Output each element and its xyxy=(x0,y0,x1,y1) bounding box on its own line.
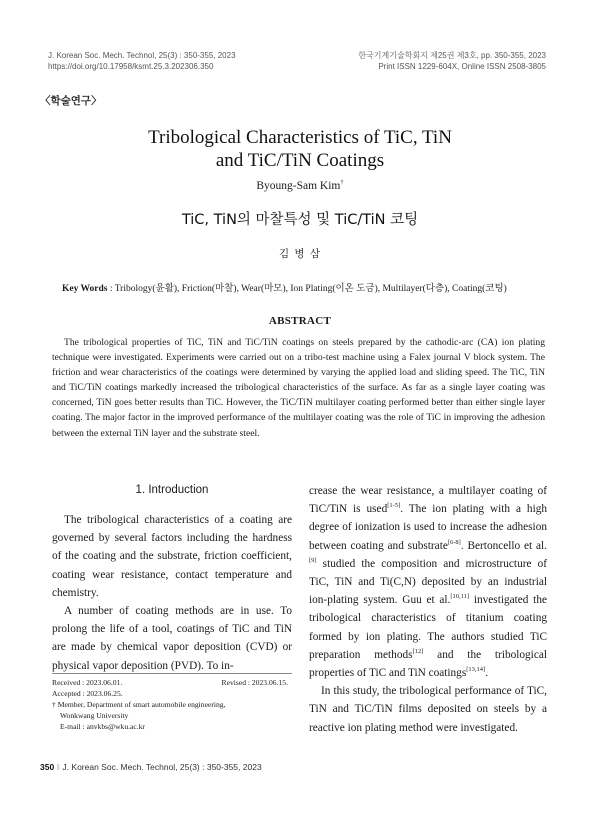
page-footer xyxy=(40,762,262,772)
keywords-sep: : xyxy=(107,284,115,294)
abstract-heading: ABSTRACT xyxy=(268,315,332,327)
citation-ref[interactable]: [13,14] xyxy=(466,666,486,674)
paper-title-line-1: Tribological Characteristics of TiC, TiN xyxy=(148,127,452,148)
paper-title-ko: TiC, TiN의 마찰특성 및 TiC/TiN 코팅 xyxy=(181,212,419,228)
author-affiliation: † Member, Department of smart automobile engineering, xyxy=(52,700,226,709)
author-name xyxy=(0,180,600,192)
footnotes xyxy=(52,677,292,732)
right-paragraph-2: In this study, the tribological performance of TiC, TiN and TiC/TiN films deposited on steels by a reactive ion plating method were investigated. xyxy=(309,685,547,734)
dates-row xyxy=(52,677,292,688)
abstract-body: The tribological properties of TiC, TiN and TiC/TiN coatings on steels prepared by the cathodic-arc (CA) ion plating technique were investigated. Experiments were carried out on a tribo-test machine using a Falex journal V block system. The friction and wear characteristics of the coatings were determined by varying the applied load and sliding speed. The TiC, TiN and TiC/TiN coatings markedly increased the tribological characteristics of the surface. As far as a single layer coating was concerned, TiN goes better results than TiC. However, the TiC/TiN multilayer coating performed better than either single layer coating. The major factor in the improved performance of the multilayer coating was the role of TiC in improving the adhesion between the external TiN layer and the substrate steel. xyxy=(52,337,545,439)
text-run: crease the wear resistance, a multilayer coating of TiC/TiN is used xyxy=(309,485,547,516)
author-university: Wonkwang University xyxy=(60,711,129,720)
author-email[interactable]: E-mail : anvkbs@wku.ac.kr xyxy=(60,722,146,731)
intro-paragraph-2: A number of coating methods are in use. To prolong the life of a tool, coatings of TiC and TiN are made by chemical vapor deposition (CVD) or physical vapor deposition (PVD). To in- xyxy=(52,605,292,672)
text-run: . Bertoncello et al. xyxy=(460,539,547,552)
doi-link[interactable]: https://doi.org/10.17958/ksmt.25.3.202306.350 xyxy=(48,62,214,71)
footer-journal: J. Korean Soc. Mech. Technol, 25(3) : 350-355, 2023 xyxy=(62,762,262,772)
citation-ref[interactable]: [6-8] xyxy=(447,538,461,546)
citation-ref[interactable]: [10,11] xyxy=(450,593,470,601)
citation-ref[interactable]: [12] xyxy=(412,648,424,656)
footer-separator: ‖ xyxy=(54,762,63,772)
text-run: . The ion plating with a high degree of ionization is used to increase the adhesion between coating and substrate xyxy=(309,503,548,552)
right-column xyxy=(309,482,547,737)
footnote-divider xyxy=(52,673,292,674)
issn-info: Print ISSN 1229-604X, Online ISSN 2508-3805 xyxy=(378,62,546,71)
author-mark: † xyxy=(340,179,344,187)
author-name-ko: 김 병 삼 xyxy=(278,248,322,260)
revised-date: Revised : 2023.06.15. xyxy=(221,678,288,687)
text-run: . xyxy=(485,667,489,680)
page-number: 350 xyxy=(40,762,55,772)
journal-citation: J. Korean Soc. Mech. Technol, 25(3) : 350-355, 2023 xyxy=(48,51,236,60)
journal-citation-ko: 한국기계기술학회지 제25권 제3호, pp. 350-355, 2023 xyxy=(358,51,546,60)
section-heading-introduction: 1. Introduction xyxy=(135,484,209,496)
left-column xyxy=(52,511,292,675)
received-date: Received : 2023.06.01. xyxy=(52,678,123,687)
keywords-text: Tribology(윤활), Friction(마찰), Wear(마모), Ion Plating(이온 도금), Multilayer(다층), Coating(코팅) xyxy=(114,284,507,294)
text-run: investigated the tribological characteristics of titanium coating formed by ion plating. The authors studied TiC preparation methods xyxy=(309,594,547,661)
text-run: studied the composition and microstructure of TiC, TiN and Ti(C,N) deposited by an industrial ion-plating system. Guu et al. xyxy=(309,557,547,607)
text-run: and the tribological properties of TiC and TiN coatings xyxy=(309,648,547,680)
citation-ref[interactable]: [9] xyxy=(309,557,317,565)
keywords-label: Key Words xyxy=(62,284,108,294)
paper-title-line-2: and TiC/TiN Coatings xyxy=(215,150,385,171)
author-name-text: Byoung-Sam Kim xyxy=(256,180,341,192)
section-tag: 〈학술연구〉 xyxy=(40,95,102,107)
accepted-date: Accepted : 2023.06.25. xyxy=(52,689,123,698)
intro-paragraph-1: The tribological characteristics of a coating are governed by several factors including the hardness of the coating and the substrate, friction coefficient, coating wear resistance, contact temperature and chemistry. xyxy=(52,514,292,599)
keywords xyxy=(62,280,507,294)
right-paragraph-1 xyxy=(309,482,547,682)
citation-ref[interactable]: [1-5] xyxy=(387,502,401,510)
